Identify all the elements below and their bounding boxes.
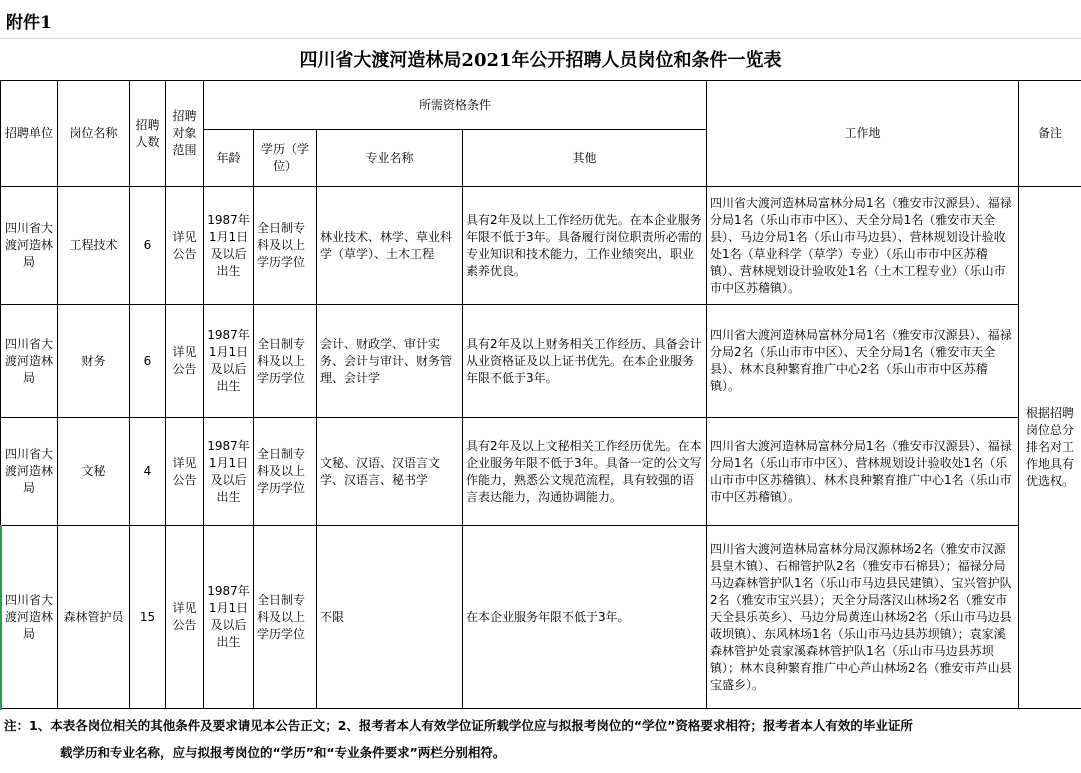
footnote-line-1: 注：1、本表各岗位相关的其他条件及要求请见本公告正文；2、报考者本人有效学位证所载学位应与拟报考岗位的“学位”资格要求相符；报考者本人有效的毕业证所 bbox=[4, 718, 913, 733]
row-workplace: 四川省大渡河造林局富林分局1名（雅安市汉源县）、福禄分局1名（乐山市市中区）、天全分局1名（雅安市天全县）、马边分局1名（乐山市马边县）、营林规划设计验收处1名（草业科学（草学）专业）（乐山市市中区苏稽镇）、营林规划设计验收处1名（土木工程专业）（乐山市市中区苏稽镇）。 bbox=[707, 187, 1019, 305]
header-qualifications: 所需资格条件 bbox=[204, 81, 707, 130]
row-major: 不限 bbox=[317, 526, 463, 709]
header-other: 其他 bbox=[463, 130, 707, 187]
cell-gridline bbox=[0, 38, 1081, 39]
row-scope: 详见公告 bbox=[166, 305, 204, 418]
row-position: 工程技术 bbox=[58, 187, 130, 305]
row-count: 4 bbox=[130, 418, 166, 526]
header-position: 岗位名称 bbox=[58, 81, 130, 187]
table-row bbox=[1, 187, 1081, 305]
table-row bbox=[1, 418, 1081, 526]
page-title: 四川省大渡河造林局2021年公开招聘人员岗位和条件一览表 bbox=[299, 50, 782, 71]
attachment-label: 附件1 bbox=[6, 13, 52, 33]
row-age: 1987年1月1日及以后出生 bbox=[204, 305, 254, 418]
table-row bbox=[1, 305, 1081, 418]
row-education: 全日制专科及以上学历学位 bbox=[254, 526, 317, 709]
header-age: 年龄 bbox=[204, 130, 254, 187]
row-scope: 详见公告 bbox=[166, 187, 204, 305]
footnote-line-2: 载学历和专业名称，应与拟报考岗位的“学历”和“专业条件要求”两栏分别相符。 bbox=[60, 745, 506, 760]
row-education: 全日制专科及以上学历学位 bbox=[254, 187, 317, 305]
row-workplace: 四川省大渡河造林局富林分局汉源林场2名（雅安市汉源县皇木镇）、石棉管护队2名（雅安市石棉县）；福禄分局马边森林管护队1名（乐山市马边县民建镇）、宝兴管护队2名（雅安市宝兴县）；天全分局落汉山林场2名（雅安市天全县乐英乡）、马边分局黄连山林场2名（乐山市马边县荍坝镇）、东风林场1名（乐山市马边县苏坝镇）；袁家溪森林管护处袁家溪森林管护队1名（乐山市马边县苏坝镇）；林木良种繁育推广中心芦山林场2名（雅安市芦山县宝盛乡）。 bbox=[707, 526, 1019, 709]
row-age: 1987年1月1日及以后出生 bbox=[204, 418, 254, 526]
row-major: 会计、财政学、审计实务、会计与审计、财务管理、会计学 bbox=[317, 305, 463, 418]
header-education: 学历（学位） bbox=[254, 130, 317, 187]
positions-table bbox=[0, 80, 1081, 709]
row-count: 6 bbox=[130, 187, 166, 305]
row-unit: 四川省大渡河造林局 bbox=[1, 418, 58, 526]
row-education: 全日制专科及以上学历学位 bbox=[254, 305, 317, 418]
table-row bbox=[1, 526, 1081, 709]
row-education: 全日制专科及以上学历学位 bbox=[254, 418, 317, 526]
row-unit: 四川省大渡河造林局 bbox=[1, 305, 58, 418]
row-scope: 详见公告 bbox=[166, 418, 204, 526]
remark-cell: 根据招聘岗位总分排名对工作地具有优选权。 bbox=[1019, 187, 1081, 709]
row-major: 文秘、汉语、汉语言文学、汉语言、秘书学 bbox=[317, 418, 463, 526]
row-scope: 详见公告 bbox=[166, 526, 204, 709]
header-scope: 招聘对象范围 bbox=[166, 81, 204, 187]
header-unit: 招聘单位 bbox=[1, 81, 58, 187]
selected-row-edge bbox=[0, 525, 2, 710]
header-workplace: 工作地 bbox=[707, 81, 1019, 187]
header-remark: 备注 bbox=[1019, 81, 1081, 187]
header-count: 招聘人数 bbox=[130, 81, 166, 187]
row-age: 1987年1月1日及以后出生 bbox=[204, 526, 254, 709]
row-major: 林业技术、林学、草业科学（草学）、土木工程 bbox=[317, 187, 463, 305]
row-count: 6 bbox=[130, 305, 166, 418]
row-other: 具有2年及以上文秘相关工作经历优先。在本企业服务年限不低于3年。具备一定的公文写作能力，熟悉公文规范流程，具有较强的语言表达能力，沟通协调能力。 bbox=[463, 418, 707, 526]
row-count: 15 bbox=[130, 526, 166, 709]
row-workplace: 四川省大渡河造林局富林分局1名（雅安市汉源县）、福禄分局2名（乐山市市中区）、天全分局1名（雅安市天全县）、林木良种繁育推广中心2名（乐山市市中区苏稽镇）。 bbox=[707, 305, 1019, 418]
row-position: 财务 bbox=[58, 305, 130, 418]
row-position: 森林管护员 bbox=[58, 526, 130, 709]
header-major: 专业名称 bbox=[317, 130, 463, 187]
row-other: 在本企业服务年限不低于3年。 bbox=[463, 526, 707, 709]
row-age: 1987年1月1日及以后出生 bbox=[204, 187, 254, 305]
row-other: 具有2年及以上工作经历优先。在本企业服务年限不低于3年。具备履行岗位职责所必需的专业知识和技术能力，工作业绩突出，职业素养优良。 bbox=[463, 187, 707, 305]
row-other: 具有2年及以上财务相关工作经历、具备会计从业资格证及以上证书优先。在本企业服务年限不低于3年。 bbox=[463, 305, 707, 418]
row-unit: 四川省大渡河造林局 bbox=[1, 187, 58, 305]
row-workplace: 四川省大渡河造林局富林分局1名（雅安市汉源县）、福禄分局1名（乐山市市中区）、营林规划设计验收处1名（乐山市市中区苏稽镇）、林木良种繁育推广中心1名（乐山市市中区苏稽镇）。 bbox=[707, 418, 1019, 526]
row-unit: 四川省大渡河造林局 bbox=[1, 526, 58, 709]
row-position: 文秘 bbox=[58, 418, 130, 526]
